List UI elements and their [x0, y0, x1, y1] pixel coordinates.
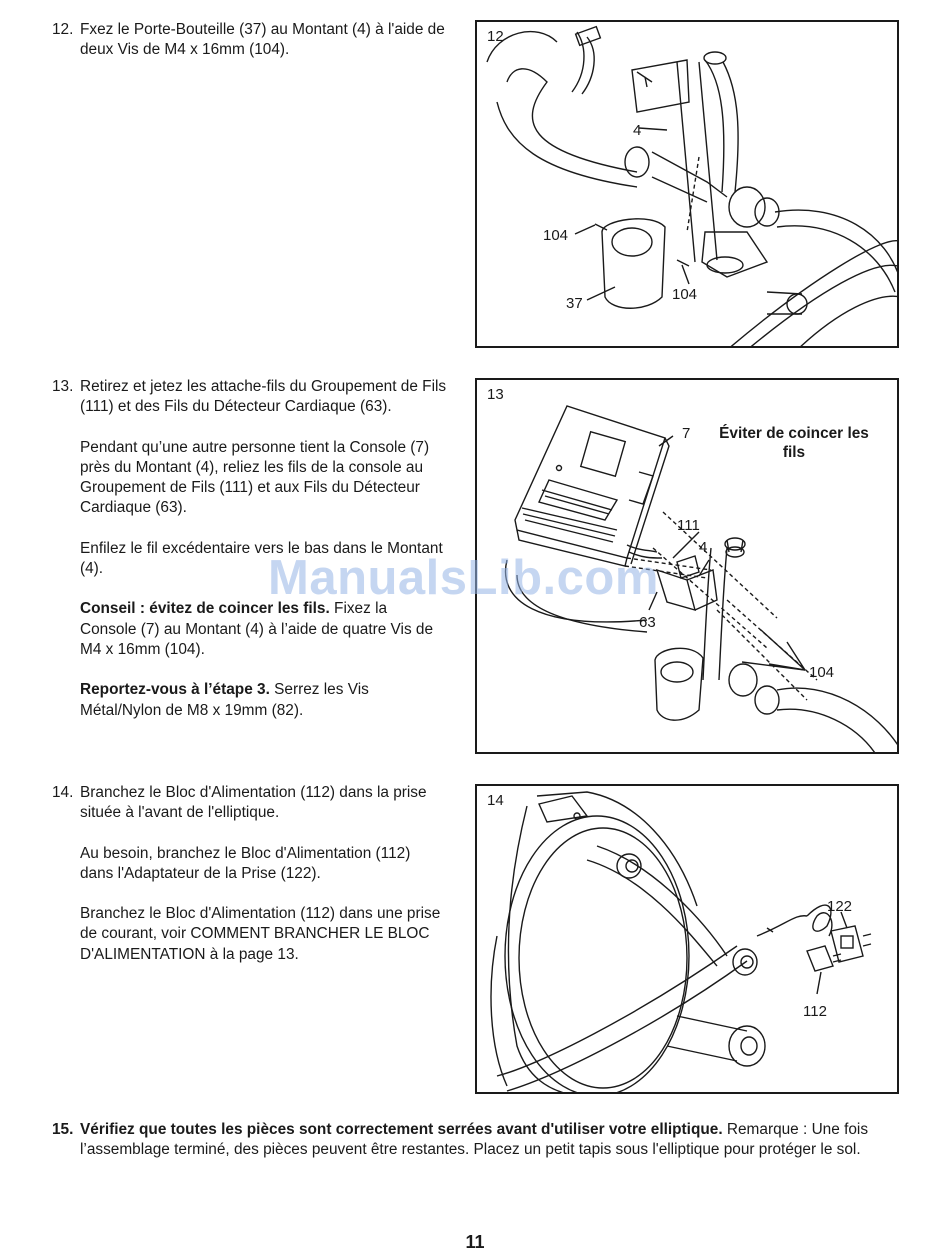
- reference-bold: Reportez-vous à l’étape 3.: [80, 681, 270, 699]
- figure-14-drawing: [477, 786, 899, 1094]
- figure-12: [475, 20, 899, 348]
- step-number: 15.: [52, 1121, 74, 1138]
- figure-14: [475, 784, 899, 1094]
- figure-13: [475, 378, 899, 754]
- step-text: Au besoin, branchez le Bloc d'Alimentation (112) dans l'Adaptateur de la Prise (122).: [80, 844, 411, 882]
- step-13: [52, 377, 447, 721]
- callout-label: 7: [682, 425, 691, 442]
- figure-13-drawing: [477, 380, 899, 754]
- callout-label: 37: [566, 295, 583, 312]
- callout-label: 104: [543, 227, 569, 244]
- warning-label: Éviter de coincer les fils: [719, 425, 869, 461]
- callout-label: 104: [672, 286, 698, 303]
- step-text: Retirez et jetez les attache-fils du Groupement de Fils (111) et des Fils du Détecteur Cardiaque (63).: [80, 378, 447, 416]
- step-text: Pendant qu’une autre personne tient la Console (7) près du Montant (4), reliez les fils de la console au Groupement de Fils (111) et aux Fils du Détecteur Cardiaque (63).: [80, 438, 430, 517]
- callout-label: 122: [827, 898, 853, 915]
- step-text: Branchez le Bloc d'Alimentation (112) dans une prise de courant, voir COMMENT BRANCHER LE BLOC D'ALIMENTATION à la page 13.: [80, 905, 441, 963]
- tip-bold: Conseil : évitez de coincer les fils.: [80, 600, 330, 618]
- step-tip: [80, 599, 447, 660]
- step-text: Enfilez le fil excédentaire vers le bas dans le Montant (4).: [80, 539, 443, 578]
- page-number: 11: [465, 1232, 485, 1252]
- step-number: 12.: [52, 21, 74, 38]
- callout-label: 63: [639, 614, 656, 631]
- step-12: [52, 20, 447, 61]
- callout-label: 4: [633, 122, 642, 139]
- step-14: [52, 783, 447, 965]
- callout-label: 112: [803, 1003, 827, 1020]
- step-number: 14.: [52, 784, 74, 801]
- figure-number: 12: [487, 28, 504, 45]
- callout-label: 104: [809, 664, 835, 681]
- step-reference: [80, 680, 447, 721]
- callout-label: 111: [677, 517, 700, 534]
- step-15: [52, 1120, 902, 1161]
- figure-number: 14: [487, 792, 504, 809]
- step-number: 13.: [52, 378, 74, 395]
- tip-text: Fixez la Console (7) au Montant (4) à l’aide de quatre Vis de M4 x 16mm (104).: [80, 600, 434, 658]
- step-bold-text: Vérifiez que toutes les pièces sont correctement serrées avant d'utiliser votre elliptique.: [80, 1121, 723, 1138]
- reference-text: Serrez les Vis Métal/Nylon de M8 x 19mm (82).: [80, 681, 369, 719]
- step-text: Fxez le Porte-Bouteille (37) au Montant (4) à l'aide de deux Vis de M4 x 16mm (104).: [80, 21, 445, 59]
- figure-12-drawing: [477, 22, 899, 348]
- step-text: Remarque : Une fois l’assemblage terminé, des pièces peuvent être restantes. Placez un petit tapis sous l'elliptique pour protéger le sol.: [80, 1121, 869, 1159]
- figure-number: 13: [487, 386, 504, 403]
- step-text: Branchez le Bloc d'Alimentation (112) dans la prise située à l'avant de l'elliptique.: [80, 784, 427, 822]
- callout-label: 4: [699, 539, 708, 556]
- watermark: ManualsLib.com: [268, 551, 659, 605]
